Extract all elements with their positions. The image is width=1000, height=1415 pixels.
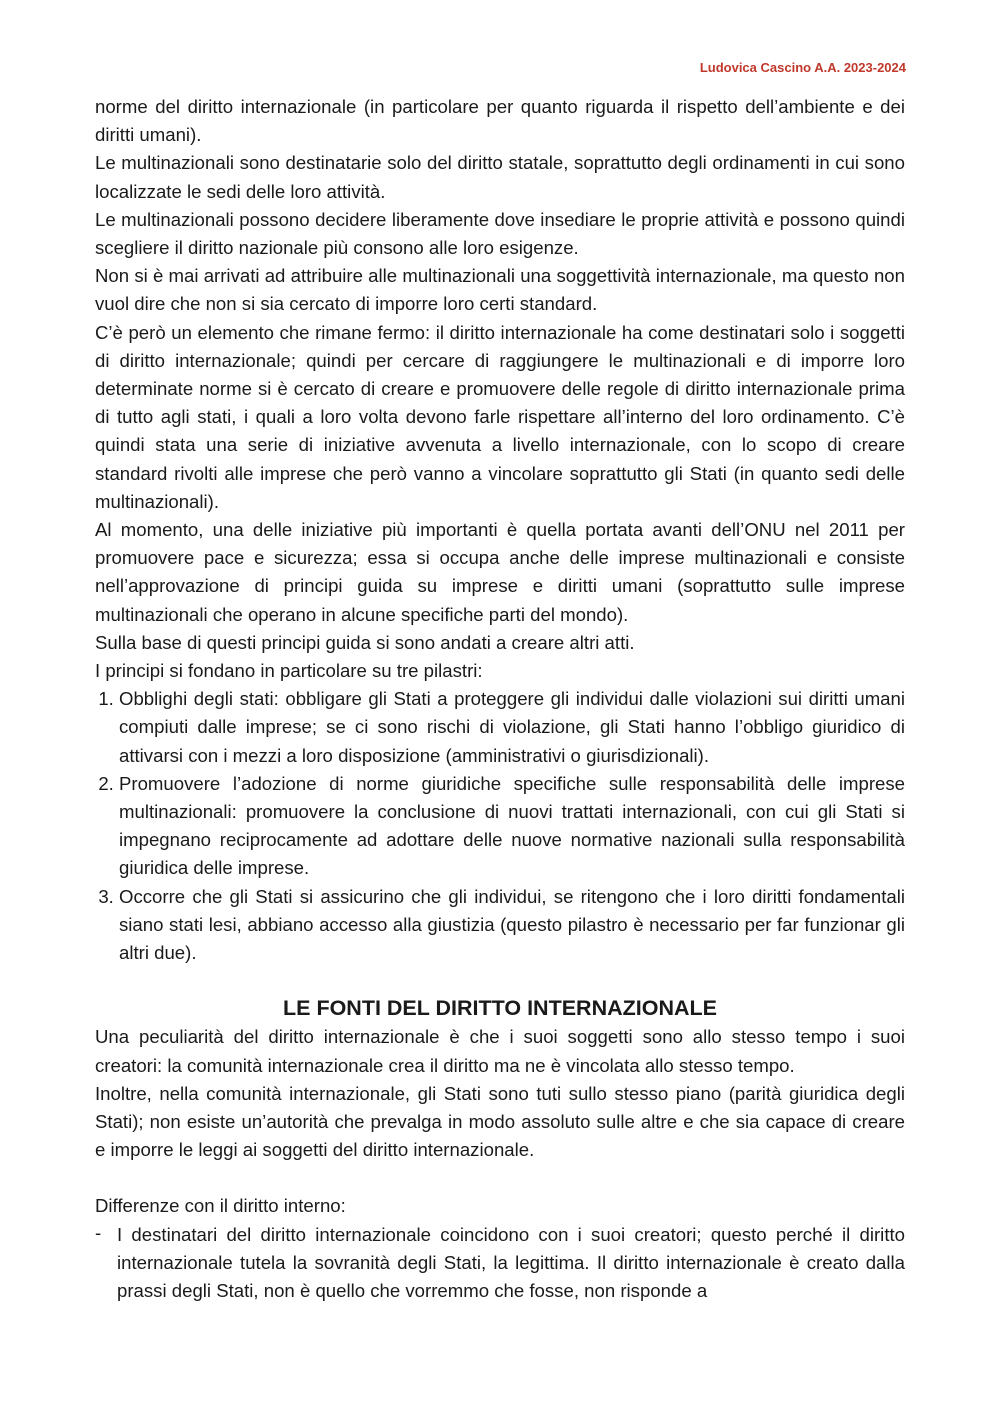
pillars-list xyxy=(95,685,905,967)
paragraph: I principi si fondano in particolare su tre pilastri: xyxy=(95,660,483,682)
paragraph: Le multinazionali possono decidere liberamente dove insediare le proprie attività e possono quindi scegliere il diritto nazionale più consono alle loro esigenze. xyxy=(95,208,905,259)
list-item: - I destinatari del diritto internazionale coincidono con i suoi creatori; questo perché il diritto internazionale tutela la sovranità degli Stati, la legittima. Il diritto internazionale è creato dalla prassi degli Stati, non è quello che vorremmo che fosse, non risponde a xyxy=(117,1221,905,1306)
differences-list xyxy=(95,1221,905,1306)
paragraph: Una peculiarità del diritto internazionale è che i suoi soggetti sono allo stesso tempo i suoi creatori: la comunità internazionale crea il diritto ma ne è vincolata allo stesso tempo. xyxy=(95,1026,905,1076)
spacer xyxy=(95,1164,905,1192)
paragraph: C’è però un elemento che rimane fermo: il diritto internazionale ha come destinatari solo i soggetti di diritto internazionale; quindi per cercare di raggiungere le multinazionali e di imporre loro determinate norme si è cercato di creare e promuovere delle regole di diritto internazionale prima di tutto agli stati, i quali a loro volta devono farle rispettare all’interno del loro ordinamento. C’è quindi stata una serie di iniziative avvenuta a livello internazionale, con lo scopo di creare standard rivolti alle imprese che però vanno a vincolare soprattutto gli Stati (in quanto sedi delle multinazionali). xyxy=(95,321,905,512)
paragraph: Non si è mai arrivati ad attribuire alle multinazionali una soggettività internazionale, ma questo non vuol dire che non si sia cercato di imporre loro certi standard. xyxy=(95,265,905,315)
page-header: Ludovica Cascino A.A. 2023-2024 xyxy=(699,60,906,75)
list-item: 2. Promuovere l’adozione di norme giuridiche specifiche sulle responsabilità delle imprese multinazionali: promuovere la conclusione di nuovi trattati internazionali, con cui gli Stati si impegnano reciprocamente ad adottare delle nuove normative nazionali sulla responsabilità giuridica delle imprese. xyxy=(119,770,905,883)
list-item: 3. Occorre che gli Stati si assicurino che gli individui, se ritengono che i loro diritti fondamentali siano stati lesi, abbiano accesso alla giustizia (questo pilastro è necessario per far funzionar gli altri due). xyxy=(119,883,905,968)
paragraph: norme del diritto internazionale (in particolare per quanto riguarda il rispetto dell’ambiente e dei diritti umani). xyxy=(95,96,905,146)
paragraph: Inoltre, nella comunità internazionale, gli Stati sono tuti sullo stesso piano (parità giuridica degli Stati); non esiste un’autorità che prevalga in modo assoluto sulle altre e che sia capace di creare e imporre le leggi ai soggetti del diritto internazionale. xyxy=(95,1082,905,1161)
document-body xyxy=(95,93,905,1305)
differences-intro: Differenze con il diritto interno: xyxy=(95,1195,346,1217)
list-item: 1. Obblighi degli stati: obbligare gli Stati a proteggere gli individui dalle violazioni sui diritti umani compiuti dalle imprese; se ci sono rischi di violazione, gli Stati hanno l’obbligo giuridico di attivarsi con i mezzi a loro disposizione (amministrativi o giurisdizionali). xyxy=(119,685,905,770)
paragraph: Sulla base di questi principi guida si sono andati a creare altri atti. xyxy=(95,631,635,653)
paragraph: Al momento, una delle iniziative più importanti è quella portata avanti dell’ONU nel 2011 per promuovere pace e sicurezza; essa si occupa anche delle imprese multinazionali e consiste nell’approvazione di principi guida su imprese e diritti umani (soprattutto sulle imprese multinazionali che operano in alcune specifiche parti del mondo). xyxy=(95,519,905,625)
section-heading: LE FONTI DEL DIRITTO INTERNAZIONALE xyxy=(283,996,717,1021)
paragraph: Le multinazionali sono destinatarie solo del diritto statale, soprattutto degli ordinamenti in cui sono localizzate le sedi delle loro attività. xyxy=(95,152,905,202)
